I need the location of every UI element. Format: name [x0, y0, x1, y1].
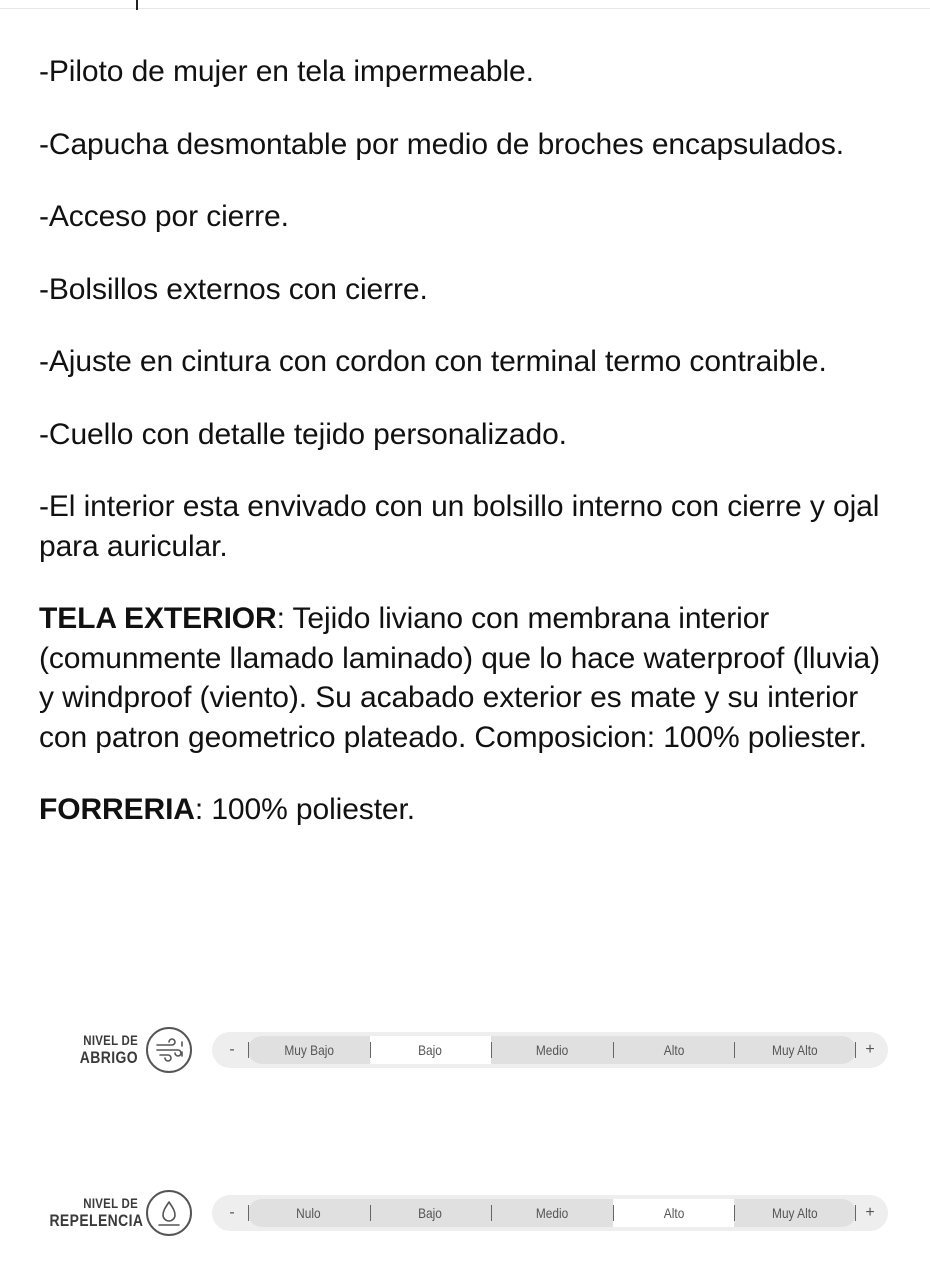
feature-line: -Piloto de mujer en tela impermeable. [39, 55, 534, 88]
repellency-option-alto-selected: Alto [613, 1199, 735, 1227]
product-description [39, 52, 899, 863]
fabric-lining-label: FORRERIA [39, 793, 195, 826]
water-drop-icon [146, 1190, 192, 1236]
warmth-label-line1: NIVEL DE [83, 1032, 138, 1048]
feature-line: -Acceso por cierre. [39, 200, 289, 233]
warmth-increase-mark: + [865, 1041, 875, 1058]
feature-line: -Bolsillos externos con cierre. [39, 272, 428, 306]
wind-icon [146, 1027, 192, 1073]
top-divider [0, 8, 930, 9]
fabric-exterior [39, 599, 899, 757]
fabric-exterior-label: TELA EXTERIOR [39, 602, 277, 635]
feature-line: -Capucha desmontable por medio de broches encapsulados. [39, 127, 845, 161]
feature-line: -Cuello con detalle tejido personalizado. [39, 417, 567, 451]
warmth-level-scale [30, 1021, 900, 1081]
fabric-exterior-text: : Tejido liviano con membrana interior (comunmente llamado laminado) que lo hace waterproof (lluvia) y windproof (viento). Su acabado exterior es mate y su interior con patron geometrico plateado. Composicion: 100% poliester. [39, 602, 880, 754]
warmth-level-label [49, 1032, 138, 1067]
warmth-option-bajo-selected: Bajo [370, 1036, 492, 1064]
warmth-label-line2: ABRIGO [79, 1048, 138, 1067]
repellency-increase-mark: + [865, 1204, 875, 1221]
warmth-option-alto: Alto [613, 1036, 735, 1064]
repellency-level-label [49, 1195, 144, 1230]
warmth-level-track [212, 1032, 888, 1068]
fabric-lining [39, 790, 899, 830]
warmth-option-medio: Medio [491, 1036, 613, 1064]
repellency-label-line1: NIVEL DE [83, 1195, 138, 1211]
repellency-decrease-mark: - [229, 1204, 235, 1221]
repellency-option-medio: Medio [491, 1199, 613, 1227]
repellency-level-scale [30, 1184, 900, 1244]
repellency-level-track [212, 1195, 888, 1231]
warmth-options [248, 1036, 856, 1064]
feature-line: -Ajuste en cintura con cordon con terminal termo contraible. [39, 345, 827, 378]
repellency-option-muy-alto: Muy Alto [734, 1199, 856, 1227]
warmth-option-muy-bajo: Muy Bajo [248, 1036, 370, 1064]
warmth-decrease-mark: - [229, 1041, 235, 1058]
warmth-option-muy-alto: Muy Alto [734, 1036, 856, 1064]
repellency-option-nulo: Nulo [248, 1199, 370, 1227]
cropped-text-fragment [136, 0, 138, 10]
fabric-lining-text: : 100% poliester. [194, 793, 415, 826]
repellency-options [248, 1199, 856, 1227]
repellency-label-line2: REPELENCIA [49, 1211, 144, 1230]
repellency-option-bajo: Bajo [370, 1199, 492, 1227]
feature-line: -El interior esta envivado con un bolsillo interno con cierre y ojal para auricular. [39, 490, 880, 563]
